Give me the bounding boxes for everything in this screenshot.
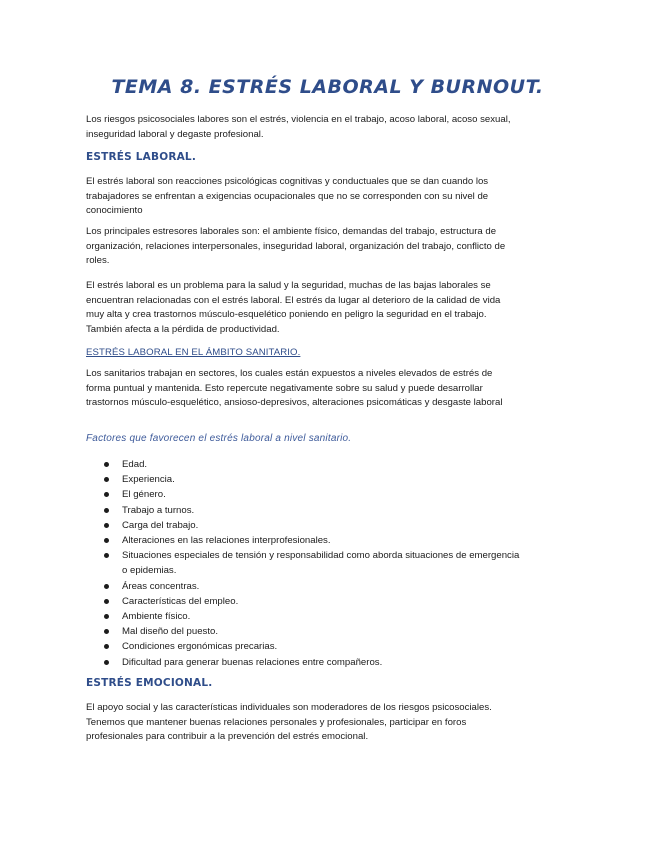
heading-factores: Factores que favorecen el estrés laboral a nivel sanitario. [86,433,352,444]
heading-estres-sanitario: ESTRÉS LABORAL EN EL ÁMBITO SANITARIO. [86,347,301,358]
list-item: Condiciones ergonómicas precarias. [104,639,524,654]
factors-list [104,457,524,670]
list-item: Mal diseño del puesto. [104,624,524,639]
heading-estres-emocional: ESTRÉS EMOCIONAL. [86,677,213,689]
list-item: Áreas concentras. [104,579,524,594]
heading-estres-laboral: ESTRÉS LABORAL. [86,151,197,163]
list-item: Características del empleo. [104,594,524,609]
laboral-paragraph-2: Los principales estresores laborales son: el ambiente físico, demandas del trabajo, estructura de organización, relaciones interpersonales, inseguridad laboral, organización del trabajo, conflicto de roles. [86,226,506,266]
intro-paragraph: Los riesgos psicosociales labores son el estrés, violencia en el trabajo, acoso laboral, acoso sexual, inseguridad laboral y degaste profesional. [86,114,511,140]
sanitario-paragraph-1: Los sanitarios trabajan en sectores, los cuales están expuestos a niveles elevados de estrés de forma puntual y mantenida. Esto repercute negativamente sobre su salud y puede desarrollar trastornos músculo-esquelético, ansioso-depresivos, alteraciones psicomáticas y desgaste laboral [86,368,503,408]
list-item: Ambiente físico. [104,609,524,624]
list-item: Situaciones especiales de tensión y responsabilidad como aborda situaciones de emergencia o epidemias. [104,548,524,578]
page-title: TEMA 8. ESTRÉS LABORAL Y BURNOUT. [111,76,544,98]
list-item: El género. [104,487,524,502]
list-item: Carga del trabajo. [104,518,524,533]
list-item: Dificultad para generar buenas relaciones entre compañeros. [104,655,524,670]
list-item: Alteraciones en las relaciones interprofesionales. [104,533,524,548]
laboral-paragraph-1: El estrés laboral son reacciones psicológicas cognitivas y conductuales que se dan cuando los trabajadores se enfrentan a exigencias ocupacionales que no se corresponden con su nivel de conocimiento [86,176,489,216]
list-item: Trabajo a turnos. [104,503,524,518]
emocional-paragraph-1: El apoyo social y las características individuales son moderadores de los riesgos psicosociales. Tenemos que mantener buenas relaciones personales y profesionales, participar en foros profesionales para contribuir a la prevención del estrés emocional. [86,702,492,742]
list-item: Experiencia. [104,472,524,487]
laboral-paragraph-3: El estrés laboral es un problema para la salud y la seguridad, muchas de las bajas laborales se encuentran relacionadas con el estrés laboral. El estrés da lugar al deterioro de la calidad de vida muy alta y crea trastornos músculo-esquelético poniendo en peligro la seguridad en el trabajo. También afecta a la pérdida de productividad. [86,280,501,335]
list-item: Edad. [104,457,524,472]
